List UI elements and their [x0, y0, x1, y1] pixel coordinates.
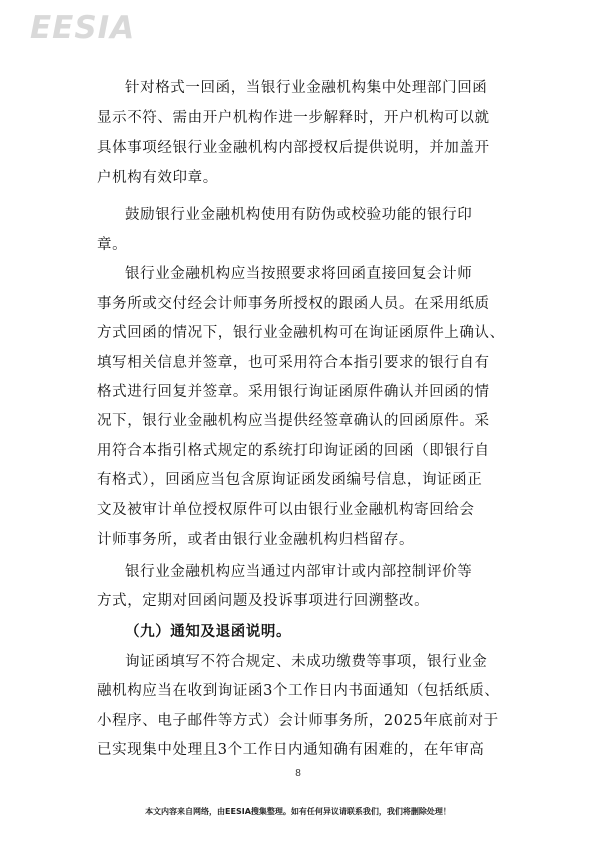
body-line: 具体事项经银行业金融机构内部授权后提供说明，并加盖开 [97, 140, 490, 156]
body-line: 填写相关信息并签章，也可采用符合本指引要求的银行自有 [97, 355, 490, 371]
body-line: 方式回函的情况下，银行业金融机构可在询证函原件上确认、 [97, 325, 505, 341]
body-line: 银行业金融机构应当按照要求将回函直接回复会计师 [125, 266, 473, 282]
body-line: 计师事务所，或者由银行业金融机构归档留存。 [97, 532, 415, 548]
body-line: 用符合本指引格式规定的系统打印询证函的回函（即银行自 [97, 443, 490, 459]
eesia-logo: EESIA [30, 10, 136, 46]
footer-disclaimer: 本文内容来自网络，由EESIA搜集整理。如有任何异议请联系我们，我们将删除处理！ [145, 807, 451, 816]
body-line: 况下，银行业金融机构应当提供经签章确认的回函原件。采 [97, 413, 490, 429]
body-line: 银行业金融机构应当通过内部审计或内部控制评价等 [125, 564, 473, 580]
body-line: 章。 [97, 237, 128, 253]
body-line: 格式进行回复并签章。采用银行询证函原件确认并回函的情 [97, 384, 490, 400]
body-line: 有格式），回函应当包含原询证函发函编号信息，询证函正 [97, 472, 483, 488]
body-line: 户机构有效印章。 [97, 170, 218, 186]
body-line: 事务所或交付经会计师事务所授权的跟函人员。在采用纸质 [97, 296, 490, 312]
body-line: 文及被审计单位授权原件可以由银行业金融机构寄回给会 [97, 502, 475, 518]
body-line: 针对格式一回函，当银行业金融机构集中处理部门回函 [125, 80, 488, 96]
body-line: 方式，定期对回函问题及投诉事项进行回溯整改。 [97, 593, 430, 609]
body-line: 鼓励银行业金融机构使用有防伪或校验功能的银行印 [125, 207, 473, 223]
body-line: 已实现集中处理且3个工作日内通知确有困难的，在年审高 [97, 742, 485, 758]
page-number: 8 [295, 768, 301, 779]
body-line: 显示不符、需由开户机构作进一步解释时，开户机构可以就 [97, 110, 490, 126]
body-line: 融机构应当在收到询证函3个工作日内书面通知（包括纸质、 [97, 683, 500, 699]
body-line: 小程序、电子邮件等方式）会计师事务所，2025年底前对于 [97, 713, 499, 729]
body-line: 询证函填写不符合规定、未成功缴费等事项，银行业金 [125, 654, 488, 670]
section-heading: （九）通知及退函说明。 [125, 623, 292, 640]
